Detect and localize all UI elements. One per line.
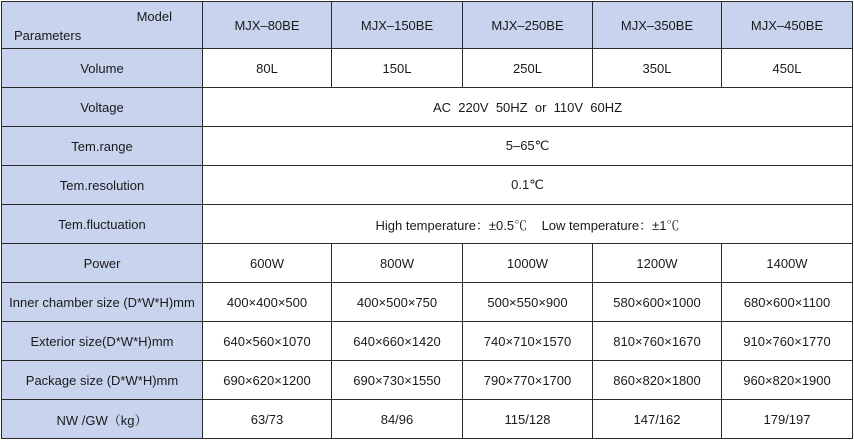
corner-model-label: Model (136, 9, 172, 24)
table-cell: 600W (203, 244, 332, 283)
header-row (2, 2, 853, 49)
table-row-exterior-size (2, 322, 853, 361)
row-label: Package size (D*W*H)mm (2, 361, 203, 400)
corner-header-cell (2, 2, 203, 49)
row-label: Inner chamber size (D*W*H)mm (2, 283, 203, 322)
table-cell: 640×660×1420 (332, 322, 463, 361)
row-label: Power (2, 244, 203, 283)
table-cell: 740×710×1570 (463, 322, 593, 361)
table-cell-merged: High temperature：±0.5℃ Low temperature：±1℃ (203, 205, 853, 244)
row-label: Tem.fluctuation (2, 205, 203, 244)
table-cell: 860×820×1800 (593, 361, 722, 400)
table-cell: 500×550×900 (463, 283, 593, 322)
model-header: MJX‒350BE (593, 2, 722, 49)
table-cell: 150L (332, 49, 463, 88)
model-header: MJX‒150BE (332, 2, 463, 49)
table-cell: 450L (722, 49, 853, 88)
row-label: Volume (2, 49, 203, 88)
specification-table (1, 1, 853, 439)
table-cell: 400×500×750 (332, 283, 463, 322)
table-cell: 179/197 (722, 400, 853, 439)
table-cell-merged: 0.1℃ (203, 166, 853, 205)
table-cell: 680×600×1100 (722, 283, 853, 322)
row-label: Tem.resolution (2, 166, 203, 205)
row-label: NW /GW（kg） (2, 400, 203, 439)
model-header: MJX‒80BE (203, 2, 332, 49)
table-cell: 250L (463, 49, 593, 88)
row-label: Tem.range (2, 127, 203, 166)
table-row-nw-gw (2, 400, 853, 439)
table-cell: 1000W (463, 244, 593, 283)
row-label: Voltage (2, 88, 203, 127)
table-cell: 84/96 (332, 400, 463, 439)
table-cell: 350L (593, 49, 722, 88)
table-cell: 580×600×1000 (593, 283, 722, 322)
table-cell: 800W (332, 244, 463, 283)
table-cell: 1200W (593, 244, 722, 283)
table-cell: 147/162 (593, 400, 722, 439)
table-row-tem-range (2, 127, 853, 166)
model-header: MJX‒250BE (463, 2, 593, 49)
table-cell: 810×760×1670 (593, 322, 722, 361)
model-header: MJX‒450BE (722, 2, 853, 49)
table-cell: 960×820×1900 (722, 361, 853, 400)
table-row-power (2, 244, 853, 283)
table-row-tem-resolution (2, 166, 853, 205)
table-cell: 80L (203, 49, 332, 88)
corner-parameters-label: Parameters (14, 28, 82, 43)
table-row-volume (2, 49, 853, 88)
table-cell: 640×560×1070 (203, 322, 332, 361)
table-cell-merged: AC 220V 50HZ or 110V 60HZ (203, 88, 853, 127)
table-row-tem-fluctuation (2, 205, 853, 244)
table-cell-merged: 5‒65℃ (203, 127, 853, 166)
table-cell: 690×730×1550 (332, 361, 463, 400)
table-cell: 910×760×1770 (722, 322, 853, 361)
table-cell: 115/128 (463, 400, 593, 439)
table-row-voltage (2, 88, 853, 127)
table-row-inner-size (2, 283, 853, 322)
table-cell: 1400W (722, 244, 853, 283)
table-cell: 63/73 (203, 400, 332, 439)
table-cell: 790×770×1700 (463, 361, 593, 400)
row-label: Exterior size(D*W*H)mm (2, 322, 203, 361)
table-row-package-size (2, 361, 853, 400)
table-cell: 690×620×1200 (203, 361, 332, 400)
table-cell: 400×400×500 (203, 283, 332, 322)
